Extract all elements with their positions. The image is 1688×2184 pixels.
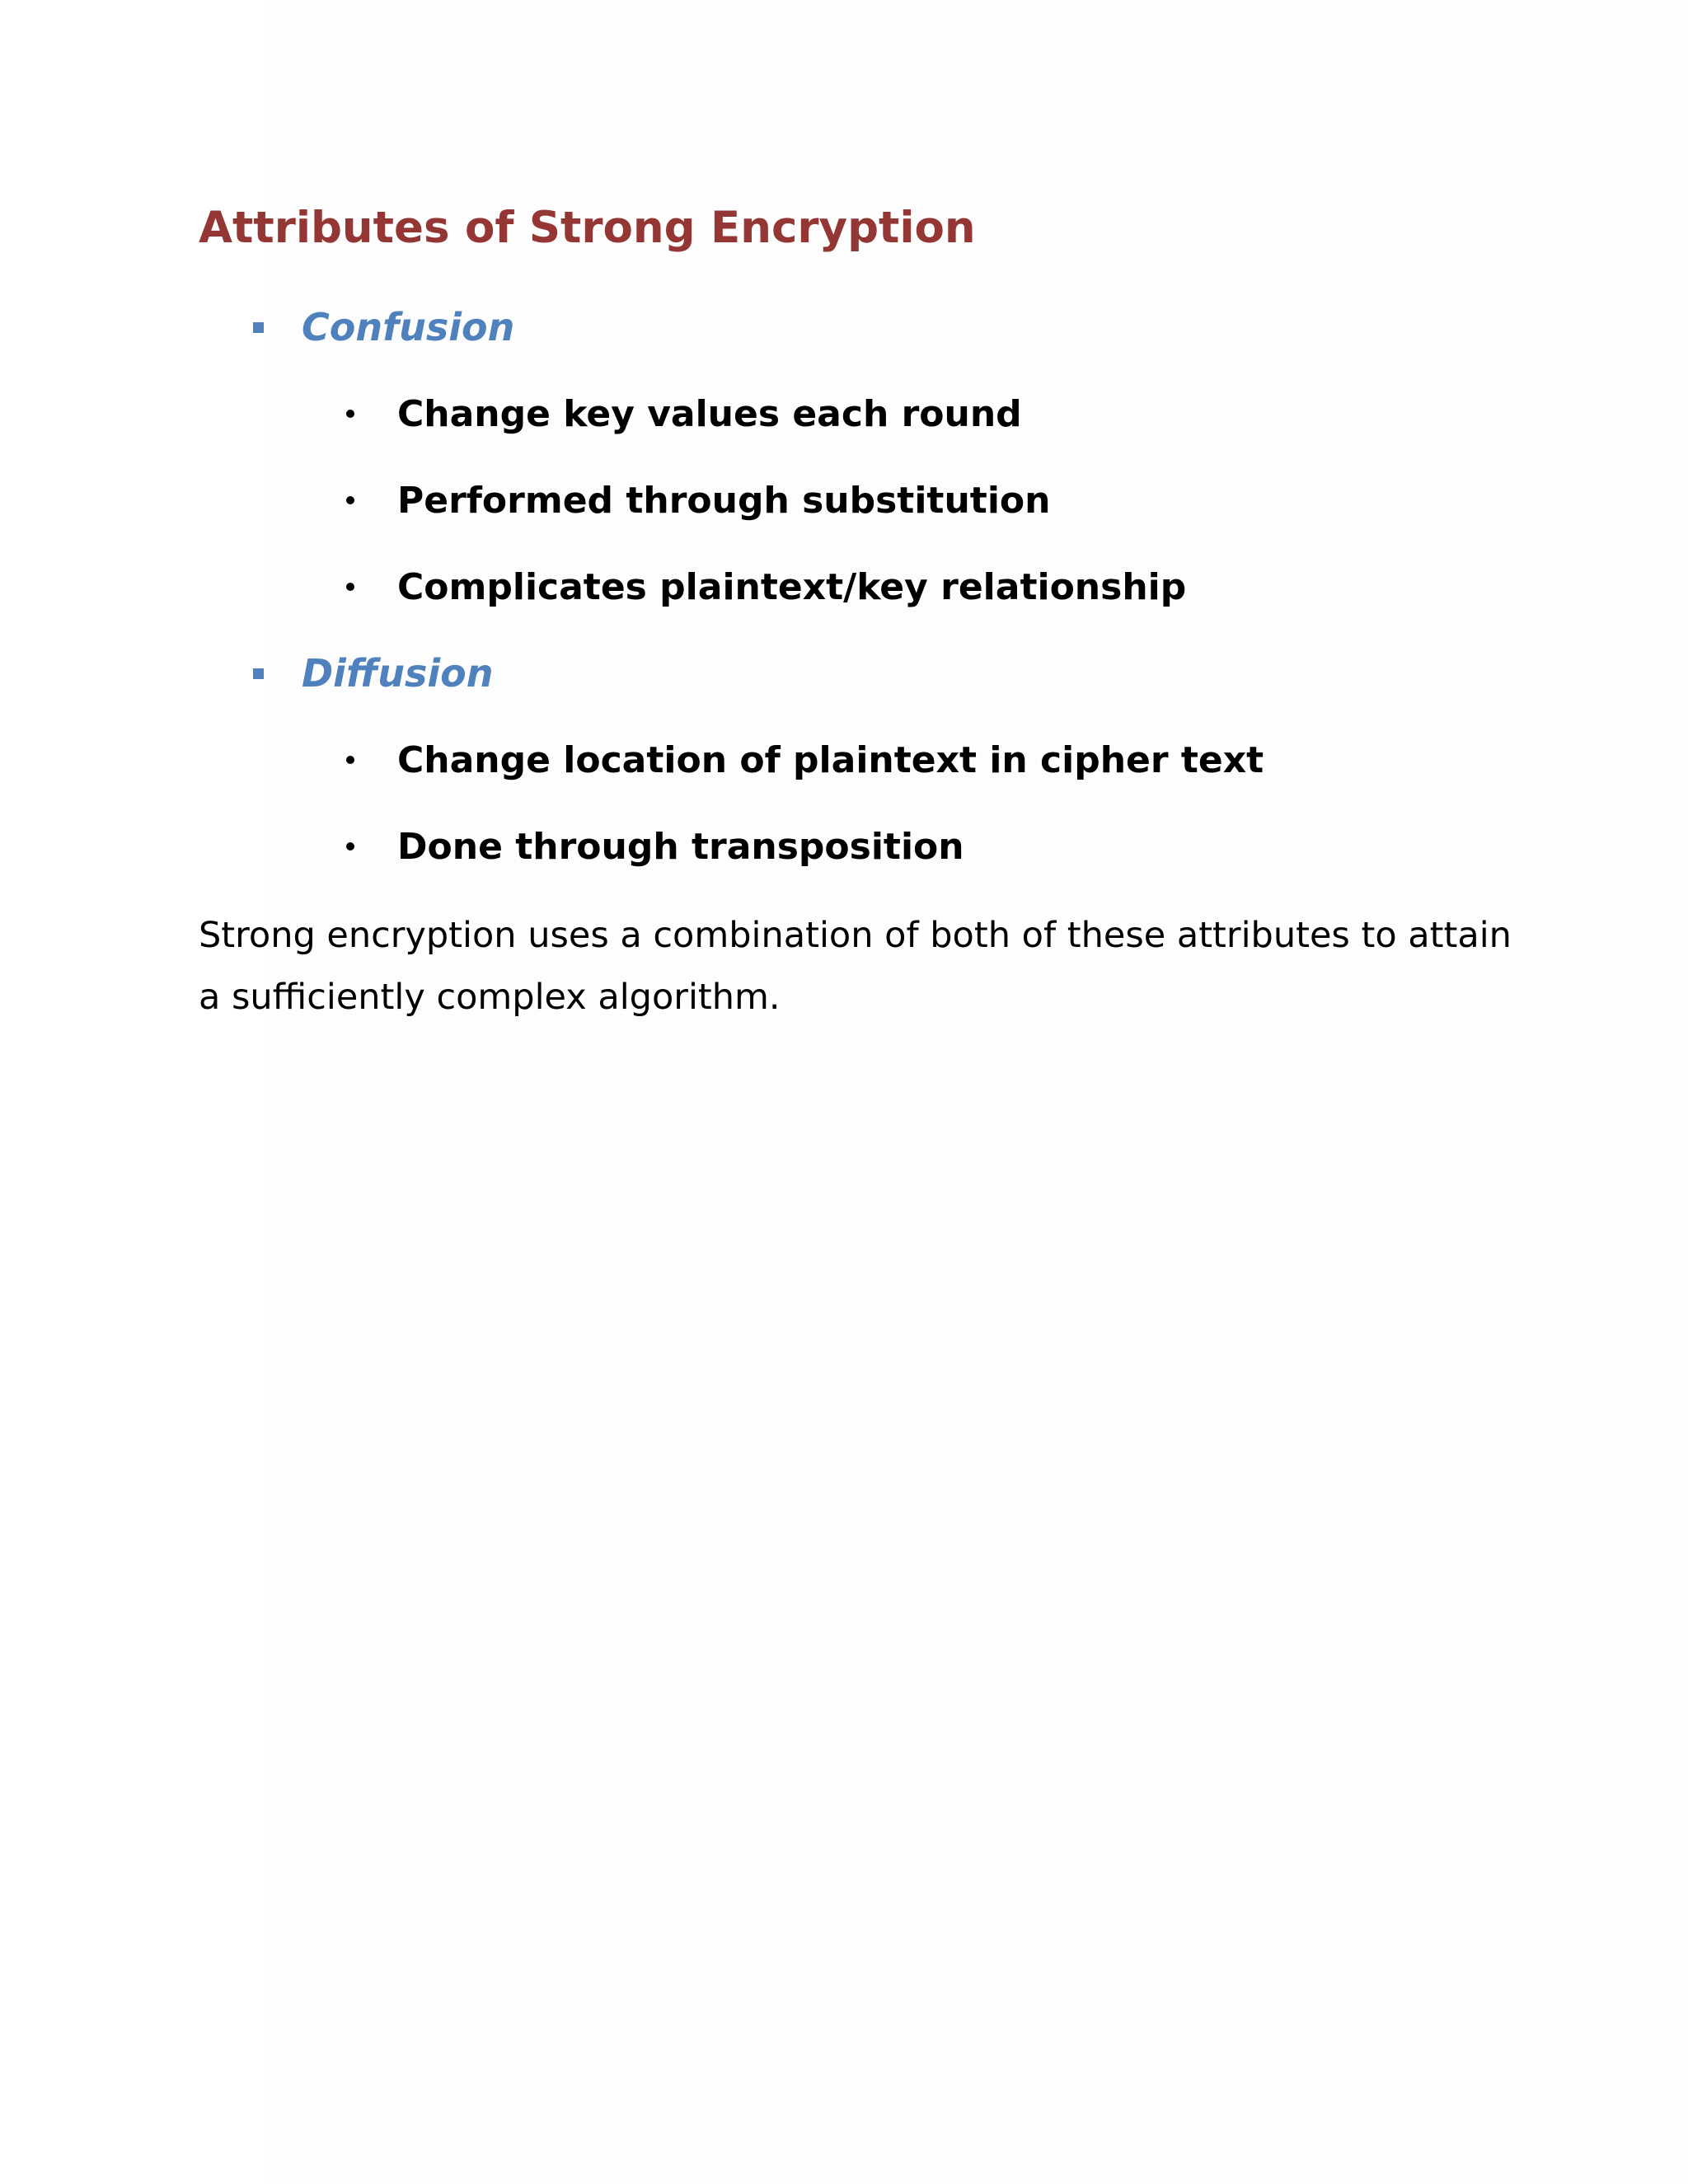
section-item-confusion [199,301,514,354]
bullet-icon [346,496,354,504]
square-bullet-icon [253,668,264,679]
list-item-text: Performed through substitution [397,479,1051,522]
body-paragraph: Strong encryption uses a combination of both of these attributes to attain a sufficiently complex algorithm. [199,915,1512,1018]
list-item [346,387,1022,440]
list-item [346,733,1264,786]
bullet-icon [346,583,354,591]
bullet-icon [346,756,354,764]
list-item-text: Change key values each round [397,392,1022,435]
bullet-icon [346,842,354,851]
section-title: Diffusion [302,651,494,696]
section-item-diffusion [199,647,494,700]
list-item-text: Complicates plaintext/key relationship [397,565,1187,608]
list-item [346,474,1050,527]
list-item-text: Change location of plaintext in cipher text [397,738,1264,781]
list-item-text: Done through transposition [397,825,964,868]
bullet-icon [346,410,354,418]
section-title: Confusion [302,305,515,349]
list-item [346,560,1186,613]
list-item [346,820,964,873]
page-title: Attributes of Strong Encryption [199,203,976,253]
square-bullet-icon [253,322,264,333]
